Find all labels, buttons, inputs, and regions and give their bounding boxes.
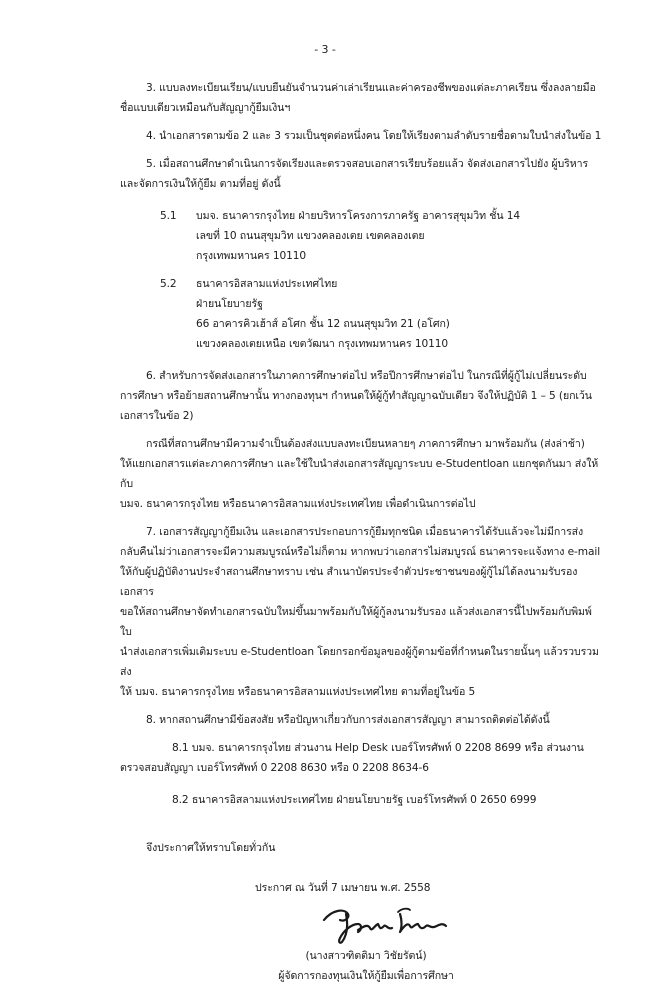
item-3 xyxy=(120,78,602,118)
address-5-1-number: 5.1 xyxy=(160,210,177,222)
address-5-1-line-3: กรุงเทพมหานคร 10110 xyxy=(196,250,307,262)
announcement-date: ประกาศ ณ วันที่ 7 เมษายน พ.ศ. 2558 xyxy=(255,882,431,894)
address-5-2 xyxy=(160,274,602,354)
item-7-line-3: ให้กับผู้ปฏิบัติงานประจำสถานศึกษาทราบ เช่น สำเนาบัตรประจำตัวประชาชนของผู้กู้ไม่ได้ลงนามรับรองเอกสาร xyxy=(120,566,578,598)
item-3-line-1: 3. แบบลงทะเบียนเรียน/แบบยืนยันจำนวนค่าเล่าเรียนและค่าครองชีพของแต่ละภาคเรียน ซึ่งลงลายมือ xyxy=(146,82,596,94)
item-5 xyxy=(120,154,602,194)
item-6-note-line-2: ให้แยกเอกสารแต่ละภาคการศึกษา และใช้ใบนำส่งเอกสารสัญญาระบบ e-Studentloan แยกชุดกันมา ส่งให้กับ xyxy=(120,458,599,490)
item-3-line-2: ชื่อแบบเดียวเหมือนกับสัญญากู้ยืมเงินฯ xyxy=(120,102,291,114)
item-5-line-2: และจัดการเงินให้กู้ยืม ตามที่อยู่ ดังนี้ xyxy=(120,178,281,190)
item-6 xyxy=(120,366,602,426)
page-number: - 3 - xyxy=(314,43,336,56)
signature-image xyxy=(318,898,458,946)
item-7-line-6: ให้ บมจ. ธนาคารกรุงไทย หรือธนาคารอิสลามแห่งประเทศไทย ตามที่อยู่ในข้อ 5 xyxy=(120,686,476,698)
item-8-1 xyxy=(120,738,602,778)
address-5-2-number: 5.2 xyxy=(160,278,177,290)
item-7 xyxy=(120,522,602,702)
signer-title: ผู้จัดการกองทุนเงินให้กู้ยืมเพื่อการศึกษา xyxy=(278,970,454,982)
item-6-note-line-1: กรณีที่สถานศึกษามีความจำเป็นต้องส่งแบบลงทะเบียนหลายๆ ภาคการศึกษา มาพร้อมกัน (ส่งล่าช้า) xyxy=(146,438,585,450)
address-5-2-line-3: 66 อาคารคิวเฮ้าส์ อโศก ชั้น 12 ถนนสุขุมวิท 21 (อโศก) xyxy=(196,318,450,330)
item-7-line-5: นำส่งเอกสารเพิ่มเติมระบบ e-Studentloan โดยกรอกข้อมูลของผู้กู้ตามข้อที่กำหนดในรายนั้นๆ แล้วรวบรวมส่ง xyxy=(120,646,599,678)
item-8-2: 8.2 ธนาคารอิสลามแห่งประเทศไทย ฝ่ายนโยบายรัฐ เบอร์โทรศัพท์ 0 2650 6999 xyxy=(172,794,537,806)
address-5-2-line-2: ฝ่ายนโยบายรัฐ xyxy=(196,298,263,310)
address-5-1-line-1: บมจ. ธนาคารกรุงไทย ฝ่ายบริหารโครงการภาครัฐ อาคารสุขุมวิท ชั้น 14 xyxy=(196,210,521,222)
address-5-1-line-2: เลขที่ 10 ถนนสุขุมวิท แขวงคลองเตย เขตคลองเตย xyxy=(196,230,425,242)
closing-statement: จึงประกาศให้ทราบโดยทั่วกัน xyxy=(146,842,276,854)
document-body xyxy=(120,78,602,986)
item-4: 4. นำเอกสารตามข้อ 2 และ 3 รวมเป็นชุดต่อหนึ่งคน โดยให้เรียงตามลำดับรายชื่อตามใบนำส่งในข้อ 1 xyxy=(146,130,602,142)
handwritten-signature-icon xyxy=(318,900,458,948)
item-6-line-2: การศึกษา หรือย้ายสถานศึกษานั้น ทางกองทุนฯ กำหนดให้ผู้กู้ทำสัญญาฉบับเดียว จึงให้ปฏิบัติ 1 – 5 (ยกเว้น xyxy=(120,390,592,402)
signer-block xyxy=(236,946,496,986)
item-5-line-1: 5. เมื่อสถานศึกษาดำเนินการจัดเรียงและตรวจสอบเอกสารเรียบร้อยแล้ว จัดส่งเอกสารไปยัง ผู้บริหาร xyxy=(146,158,589,170)
item-7-line-1: 7. เอกสารสัญญากู้ยืมเงิน และเอกสารประกอบการกู้ยืมทุกชนิด เมื่อธนาคารได้รับแล้วจะไม่มีการส่ง xyxy=(146,526,584,538)
item-6-note xyxy=(120,434,602,514)
item-7-line-2: กลับคืนไม่ว่าเอกสารจะมีความสมบูรณ์หรือไม่ก็ตาม หากพบว่าเอกสารไม่สมบูรณ์ ธนาคารจะแจ้งทาง e-mail xyxy=(120,546,601,558)
item-6-line-1: 6. สำหรับการจัดส่งเอกสารในภาคการศึกษาต่อไป หรือปีการศึกษาต่อไป ในกรณีที่ผู้กู้ไม่เปลี่ยนระดับ xyxy=(146,370,587,382)
address-5-2-line-1: ธนาคารอิสลามแห่งประเทศไทย xyxy=(196,278,338,290)
item-6-note-line-3: บมจ. ธนาคารกรุงไทย หรือธนาคารอิสลามแห่งประเทศไทย เพื่อดำเนินการต่อไป xyxy=(120,498,476,510)
address-5-1 xyxy=(160,206,602,266)
item-8-1-line-2: ตรวจสอบสัญญา เบอร์โทรศัพท์ 0 2208 8630 หรือ 0 2208 8634-6 xyxy=(120,762,429,774)
item-7-line-4: ขอให้สถานศึกษาจัดทำเอกสารฉบับใหม่ขึ้นมาพร้อมกับให้ผู้กู้ลงนามรับรอง แล้วส่งเอกสารนี้ไปพร้อมกับพิมพ์ใบ xyxy=(120,606,592,638)
item-6-line-3: เอกสารในข้อ 2) xyxy=(120,410,194,422)
signer-name: (นางสาวฑิตติมา วิชัยรัตน์) xyxy=(305,950,427,962)
item-8-1-line-1: 8.1 บมจ. ธนาคารกรุงไทย ส่วนงาน Help Desk เบอร์โทรศัพท์ 0 2208 8699 หรือ ส่วนงาน xyxy=(172,742,584,754)
item-8: 8. หากสถานศึกษามีข้อสงสัย หรือปัญหาเกี่ยวกับการส่งเอกสารสัญญา สามารถติดต่อได้ดังนี้ xyxy=(146,714,550,726)
address-5-2-line-4: แขวงคลองเตยเหนือ เขตวัฒนา กรุงเทพมหานคร 10110 xyxy=(196,338,449,350)
